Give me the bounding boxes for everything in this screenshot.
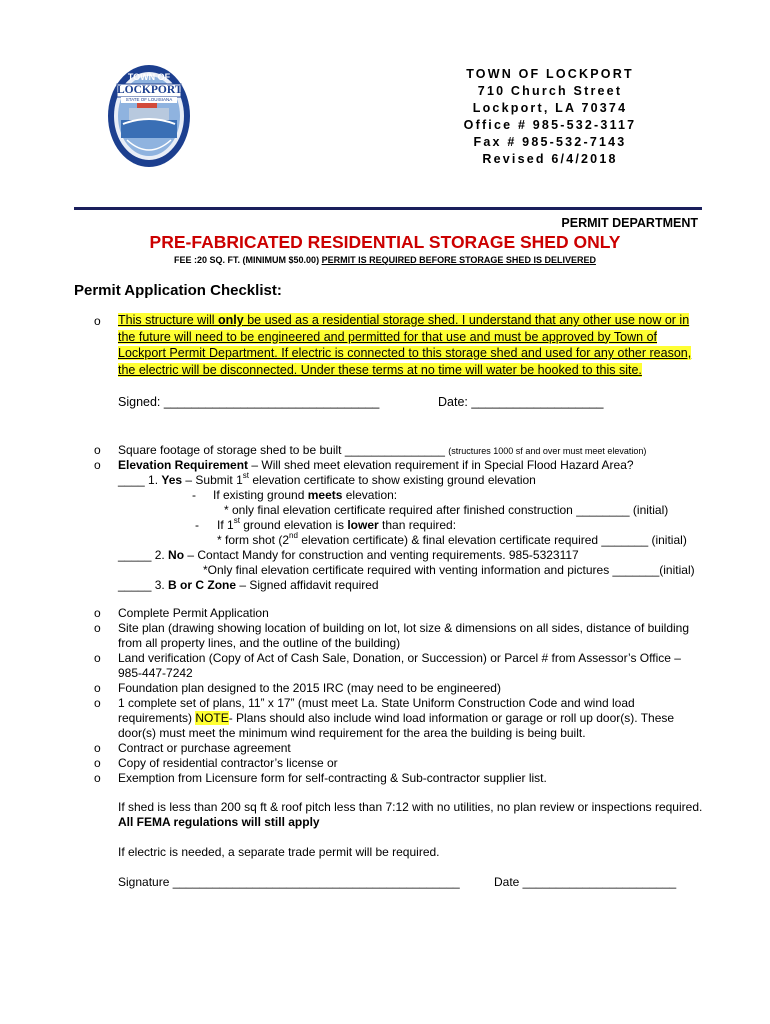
fee-line xyxy=(0,255,770,265)
square-footage-item xyxy=(118,443,646,459)
lower-text-3: than required: xyxy=(378,518,457,532)
plans-text: 1 complete set of plans, 11” x 17” (must meet La. State Uniform Construction Code and wind load requirements) xyxy=(118,696,635,725)
small-shed-note: If shed is less than 200 sq ft & roof pitch less than 7:12 with no utilities, no plan review or inspections required. xyxy=(118,800,703,814)
bullet-marker: o xyxy=(94,606,101,620)
elevation-yes-text: – Submit 1 xyxy=(182,473,243,487)
lower-bold: lower xyxy=(347,518,379,532)
square-footage-text: Square footage of storage shed to be built _______________ xyxy=(118,443,445,457)
agreement-date-line: Date: ___________________ xyxy=(438,395,604,409)
plans-note-highlight: NOTE xyxy=(195,711,229,725)
bullet-marker: o xyxy=(94,681,101,695)
elevation-yes-option xyxy=(118,473,536,488)
meets-text-2: elevation: xyxy=(342,488,398,502)
elevation-no-note: *Only final elevation certificate required with venting information and pictures _______(initial) xyxy=(203,563,695,577)
dash-marker: - xyxy=(195,518,199,532)
fee-notice: PERMIT IS REQUIRED BEFORE STORAGE SHED IS DELIVERED xyxy=(321,255,596,265)
elevation-question: – Will shed meet elevation requirement if in Special Flood Hazard Area? xyxy=(248,458,634,472)
bullet-marker: o xyxy=(94,443,101,457)
elevation-yes-blank: ____ 1. xyxy=(118,473,162,487)
page-title: PRE-FABRICATED RESIDENTIAL STORAGE SHED ONLY xyxy=(149,232,621,252)
elevation-yes-text-2: elevation certificate to show existing ground elevation xyxy=(249,473,536,487)
bullet-marker: o xyxy=(94,771,101,785)
elevation-lower-line xyxy=(217,518,456,533)
list-item: Complete Permit Application xyxy=(118,606,269,620)
elevation-no-option xyxy=(118,548,579,563)
list-item: Land verification (Copy of Act of Cash Sale, Donation, or Succession) or Parcel # from Assessor’s Office – 985-447-7242 xyxy=(118,651,681,680)
elevation-label: Elevation Requirement xyxy=(118,458,249,472)
list-item: Exemption from Licensure form for self-contracting & Sub-contractor supplier list. xyxy=(118,771,547,785)
lower-text: If 1 xyxy=(217,518,234,532)
elevation-zone-text: – Signed affidavit required xyxy=(236,578,379,592)
agreement-paragraph xyxy=(118,312,704,378)
ordinal-sup: st xyxy=(242,471,250,480)
fema-note: All FEMA regulations will still apply xyxy=(118,815,320,829)
bullet-marker: o xyxy=(94,741,101,755)
elevation-zone-blank: _____ 3. xyxy=(118,578,169,592)
elevation-zone-label: B or C Zone xyxy=(168,578,237,592)
elevation-no-label: No xyxy=(168,548,185,562)
elevation-lower-note xyxy=(217,533,687,548)
department-label: PERMIT DEPARTMENT xyxy=(561,216,698,230)
agreement-signed-line: Signed: _______________________________ xyxy=(118,395,380,409)
list-item: Foundation plan designed to the 2015 IRC (may need to be engineered) xyxy=(118,681,501,695)
plans-item xyxy=(118,696,690,741)
header-divider xyxy=(74,207,702,210)
lower-note-text-2: elevation certificate) & final elevation certificate required _______ (initial) xyxy=(297,533,687,547)
dash-marker: - xyxy=(192,488,196,502)
list-item: Contract or purchase agreement xyxy=(118,741,291,755)
address-line: TOWN OF LOCKPORT xyxy=(466,67,634,81)
bullet-marker: o xyxy=(94,756,101,770)
electric-note: If electric is needed, a separate trade permit will be required. xyxy=(118,845,440,859)
list-item: Copy of residential contractor’s license or xyxy=(118,756,338,770)
seal-top-text: TOWN OF xyxy=(127,72,171,82)
bullet-marker: o xyxy=(94,621,101,635)
address-line: 710 Church Street xyxy=(477,84,623,98)
ordinal-sup: st xyxy=(233,516,240,525)
signature-line: Signature ___________________________________________ xyxy=(118,875,460,889)
elevation-item xyxy=(118,458,634,473)
ordinal-sup: nd xyxy=(289,531,298,540)
bullet-marker: o xyxy=(94,651,101,665)
elevation-meets-line xyxy=(213,488,397,503)
square-footage-note: (structures 1000 sf and over must meet elevation) xyxy=(448,446,647,456)
list-item: Site plan (drawing showing location of building on lot, lot size & dimensions on all sides, distance of building from all property lines, and the outline of the building) xyxy=(118,621,690,650)
agreement-only: only xyxy=(218,313,244,327)
meets-text: If existing ground xyxy=(213,488,308,502)
address-line: Revised 6/4/2018 xyxy=(482,152,618,166)
signature-date-line: Date _______________________ xyxy=(494,875,677,889)
agreement-text-b: be used as a residential storage shed. I understand that any other use now or in the future will need to be engineered and permitted for that use and must be approved by Town of Lockport Permit Department. If electric is connected to this storage shed and used for any other reason, the electric will be disconnected. Under these terms at no time will water be hooked to this site. xyxy=(118,313,692,377)
elevation-no-text: – Contact Mandy for construction and venting requirements. 985-5323117 xyxy=(184,548,579,562)
bullet-marker: o xyxy=(94,458,101,472)
address-block xyxy=(440,66,660,168)
fee-text: FEE :20 SQ. FT. (MINIMUM $50.00) xyxy=(174,255,320,265)
address-line: Fax # 985-532-7143 xyxy=(473,135,627,149)
meets-bold: meets xyxy=(307,488,343,502)
lower-note-text: * form shot (2 xyxy=(217,533,290,547)
elevation-yes-label: Yes xyxy=(161,473,183,487)
elevation-no-blank: _____ 2. xyxy=(118,548,169,562)
plans-text-2: - Plans should also include wind load information or garage or roll up door(s). These door(s) must meet the minimum wind requirement for the area the building is being built. xyxy=(118,711,675,740)
bullet-marker: o xyxy=(94,696,101,710)
checklist-heading: Permit Application Checklist: xyxy=(74,282,282,299)
elevation-zone-option xyxy=(118,578,379,593)
lower-text-2: ground elevation is xyxy=(239,518,348,532)
address-line: Lockport, LA 70374 xyxy=(472,101,628,115)
agreement-text-a: This structure will xyxy=(118,313,219,327)
seal-town-name: LOCKPORT xyxy=(117,84,183,96)
bullet-marker: o xyxy=(94,314,101,328)
elevation-meets-note: * only final elevation certificate required after finished construction ________ (initial) xyxy=(224,503,669,517)
seal-state-text: STATE OF LOUISIANA xyxy=(125,97,173,102)
address-line: Office # 985-532-3117 xyxy=(463,118,637,132)
town-seal-logo xyxy=(107,64,191,168)
